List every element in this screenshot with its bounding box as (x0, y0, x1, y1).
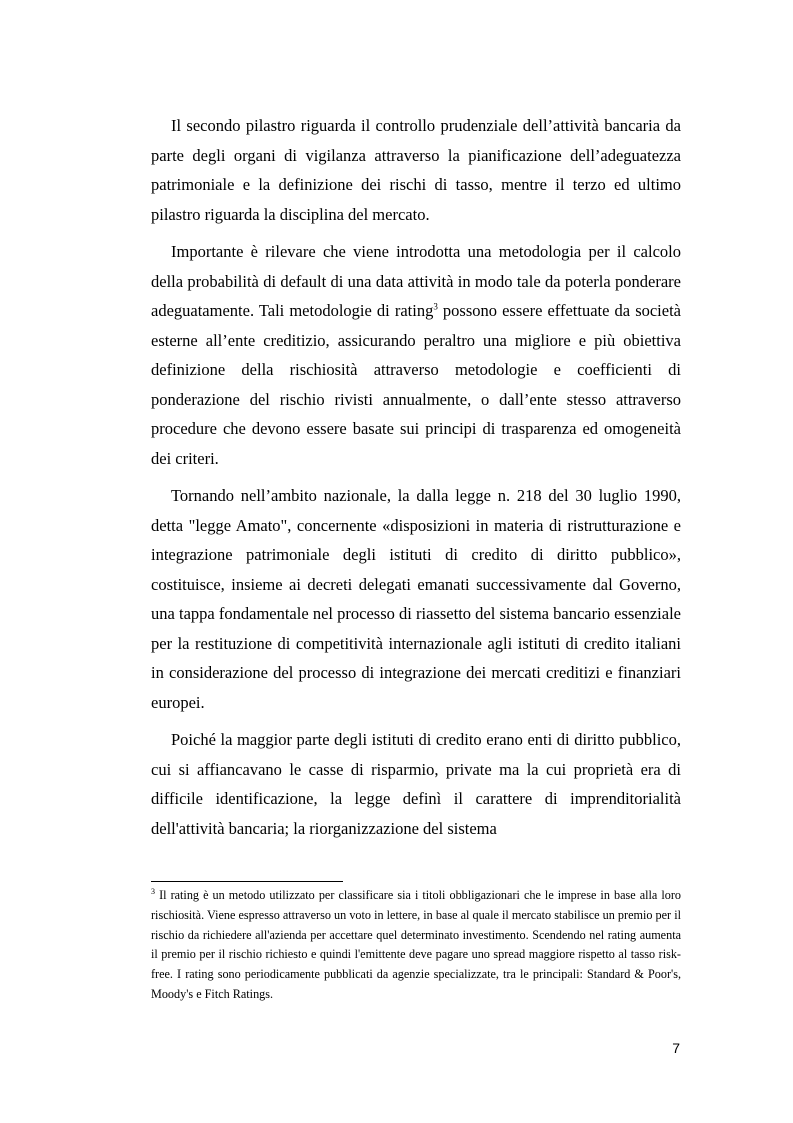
paragraph-text: Importante è rilevare che viene introdotta una metodologia per il calcolo della probabilità di default di una data attività in modo tale da poterla ponderare adeguatamente. Tali metodologie di rating (151, 242, 681, 320)
footnote-text: Il rating è un metodo utilizzato per classificare sia i titoli obbligazionari che le imprese in base alla loro rischiosità. Viene espresso attraverso un voto in lettere, in base al quale il mercato stabilisce un premio per il rischio da richiedere all'azienda per accettare quel determinato investimento. Scendendo nel rating aumenta il premio per il rischio richiesto e quindi l'emittente deve pagare uno spread maggiore rispetto al tasso risk-free. I rating sono periodicamente pubblicati da agenzie specializzate, tra le principali: Standard & Poor's, Moody's e Fitch Ratings. (151, 888, 681, 1001)
page-number: 7 (672, 1040, 680, 1056)
paragraph-text: Poiché la maggior parte degli istituti di credito erano enti di diritto pubblico, cui si affiancavano le casse di risparmio, private ma la cui proprietà era di difficile identificazione, la legge definì il carattere di imprenditorialità dell'attività bancaria; la riorganizzazione del sistema (151, 730, 681, 838)
paragraph-second-pillar (151, 111, 681, 229)
body-text (151, 111, 681, 851)
paragraph-istituti-credito (151, 725, 681, 843)
paragraph-text: Il secondo pilastro riguarda il controllo prudenziale dell’attività bancaria da parte degli organi di vigilanza attraverso la pianificazione dell’adeguatezza patrimoniale e la definizione dei rischi di tasso, mentre il terzo ed ultimo pilastro riguarda la disciplina del mercato. (151, 116, 681, 224)
footnote (151, 886, 681, 1005)
paragraph-text-continued: possono essere effettuate da società esterne all’ente creditizio, assicurando peraltro una migliore e più obiettiva definizione della rischiosità attraverso metodologie e coefficienti di ponderazione del rischio rivisti annualmente, o dall’ente stesso attraverso procedure che devono essere basate sui principi di trasparenza ed omogeneità dei criteri. (151, 301, 681, 468)
footnote-number: 3 (151, 886, 155, 896)
paragraph-rating-methodology (151, 237, 681, 473)
footnote-reference[interactable]: 3 (433, 301, 438, 312)
paragraph-legge-amato (151, 481, 681, 717)
paragraph-text: Tornando nell’ambito nazionale, la dalla legge n. 218 del 30 luglio 1990, detta "legge Amato", concernente «disposizioni in materia di ristrutturazione e integrazione patrimoniale degli istituti di credito di diritto pubblico», costituisce, insieme ai decreti delegati emanati successivamente dal Governo, una tappa fondamentale nel processo di riassetto del sistema bancario essenziale per la restituzione di competitività internazionale agli istituti di credito italiani in considerazione del processo di integrazione dei mercati creditizi e finanziari europei. (151, 486, 681, 712)
footnote-separator (151, 881, 343, 882)
